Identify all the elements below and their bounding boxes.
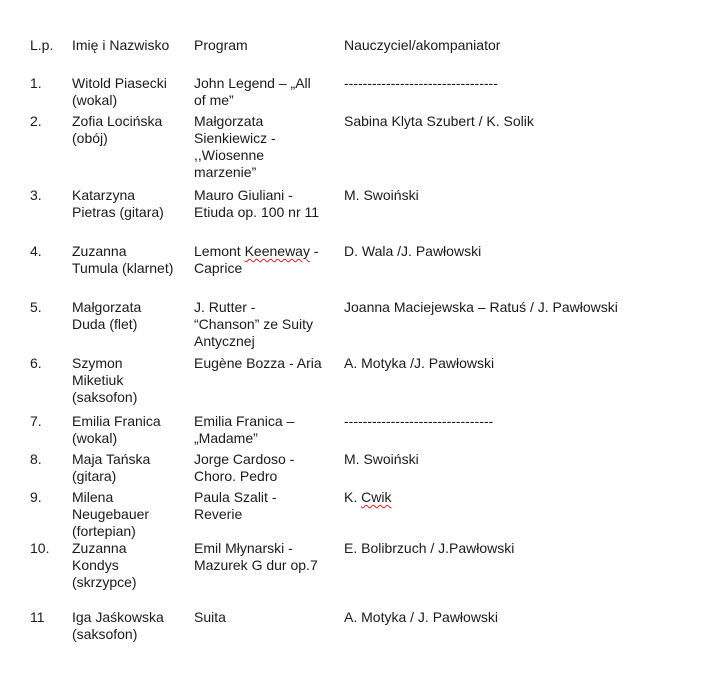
program-line: Mauro Giuliani - (194, 187, 293, 203)
row-teacher: Sabina Klyta Szubert / K. Solik (344, 113, 534, 129)
name-line: Katarzyna (72, 187, 136, 203)
row-teacher: A. Motyka / J. Pawłowski (344, 609, 499, 625)
name-line: Tumula (klarnet) (72, 260, 174, 276)
header-teacher: Nauczyciel/akompaniator (344, 37, 501, 53)
row-program (194, 243, 334, 277)
row-name (72, 413, 190, 447)
name-line: Zuzanna (72, 540, 127, 556)
row-program (194, 413, 334, 447)
name-line: (skrzypce) (72, 574, 137, 590)
name-line: Milena (72, 489, 114, 505)
row-name (72, 451, 190, 485)
row-teacher (344, 489, 684, 506)
name-line: Zuzanna (72, 243, 127, 259)
row-program (194, 489, 334, 523)
row-lp: 3. (30, 187, 42, 203)
row-name (72, 489, 190, 540)
row-name (72, 75, 190, 109)
row-lp: 1. (30, 75, 42, 91)
row-program (194, 75, 334, 109)
program-line: Jorge Cardoso - (194, 451, 295, 467)
program-line: “Chanson” ze Suity (194, 316, 314, 332)
program-line: Paula Szalit - (194, 489, 277, 505)
program-text: Lemont (194, 243, 245, 259)
row-program (194, 540, 334, 574)
name-line: Witold Piasecki (72, 75, 167, 91)
program-line: Antycznej (194, 333, 255, 349)
program-line: Małgorzata (194, 113, 264, 129)
row-lp: 10. (30, 540, 50, 556)
row-lp: 2. (30, 113, 42, 129)
name-line: Maja Tańska (72, 451, 151, 467)
row-program (194, 355, 334, 372)
header-lp: L.p. (30, 37, 54, 53)
header-program: Program (194, 37, 248, 53)
program-line: J. Rutter - (194, 299, 256, 315)
program-line: Emilia Franica – (194, 413, 295, 429)
name-line: Neugebauer (72, 506, 150, 522)
program-line: of me” (194, 92, 234, 108)
name-line: Kondys (72, 557, 119, 573)
name-line: (saksofon) (72, 389, 138, 405)
program-line: Choro. Pedro (194, 468, 278, 484)
spellcheck-word[interactable]: Cwik (361, 489, 392, 505)
row-teacher: E. Bolibrzuch / J.Pawłowski (344, 540, 515, 556)
program-line: Emil Młynarski - (194, 540, 293, 556)
name-line: Iga Jaśkowska (72, 609, 164, 625)
name-line: (gitara) (72, 468, 117, 484)
program-line: ,,Wiosenne (194, 147, 265, 163)
row-name (72, 355, 190, 406)
program-text: - (309, 243, 319, 259)
row-program (194, 451, 334, 485)
row-name (72, 243, 190, 277)
row-teacher: M. Swoiński (344, 187, 419, 203)
row-name (72, 609, 190, 643)
row-lp: 11 (30, 609, 45, 625)
program-line: Caprice (194, 260, 243, 276)
program-line: Mazurek G dur op.7 (194, 557, 318, 573)
program-line: Reverie (194, 506, 243, 522)
row-program (194, 187, 334, 221)
program-line: marzenie” (194, 164, 257, 180)
name-line: (wokal) (72, 92, 118, 108)
header-name: Imię i Nazwisko (72, 37, 170, 53)
row-teacher: --------------------------------- (344, 75, 498, 91)
program-line: Suita (194, 609, 226, 625)
program-line: John Legend – „All (194, 75, 311, 91)
row-name (72, 299, 190, 333)
row-teacher: D. Wala /J. Pawłowski (344, 243, 482, 259)
row-lp: 8. (30, 451, 42, 467)
name-line: (fortepian) (72, 523, 136, 539)
row-name (72, 113, 190, 147)
teacher-text: K. (344, 489, 362, 505)
name-line: Emilia Franica (72, 413, 161, 429)
name-line: Szymon (72, 355, 123, 371)
name-line: Duda (flet) (72, 316, 138, 332)
row-lp: 6. (30, 355, 42, 371)
name-line: Pietras (gitara) (72, 204, 164, 220)
row-program (194, 113, 334, 181)
row-name (72, 540, 190, 591)
name-line: Zofia Locińska (72, 113, 163, 129)
row-program (194, 299, 334, 350)
program-line: Eugène Bozza - Aria (194, 355, 322, 371)
spellcheck-word[interactable]: Keeneway (244, 243, 310, 259)
name-line: Małgorzata (72, 299, 142, 315)
name-line: (obój) (72, 130, 108, 146)
row-teacher: -------------------------------- (344, 413, 494, 429)
row-program (194, 609, 334, 626)
program-line: „Madame” (194, 430, 258, 446)
row-lp: 7. (30, 413, 42, 429)
row-teacher: A. Motyka /J. Pawłowski (344, 355, 495, 371)
program-line: Sienkiewicz - (194, 130, 276, 146)
name-line: (saksofon) (72, 626, 138, 642)
row-lp: 4. (30, 243, 42, 259)
row-teacher: Joanna Maciejewska – Ratuś / J. Pawłowski (344, 299, 618, 315)
row-teacher: M. Swoiński (344, 451, 419, 467)
name-line: (wokal) (72, 430, 118, 446)
program-line: Etiuda op. 100 nr 11 (194, 204, 320, 220)
row-lp: 9. (30, 489, 42, 505)
name-line: Miketiuk (72, 372, 124, 388)
program-line (194, 243, 334, 260)
row-name (72, 187, 190, 221)
row-lp: 5. (30, 299, 42, 315)
